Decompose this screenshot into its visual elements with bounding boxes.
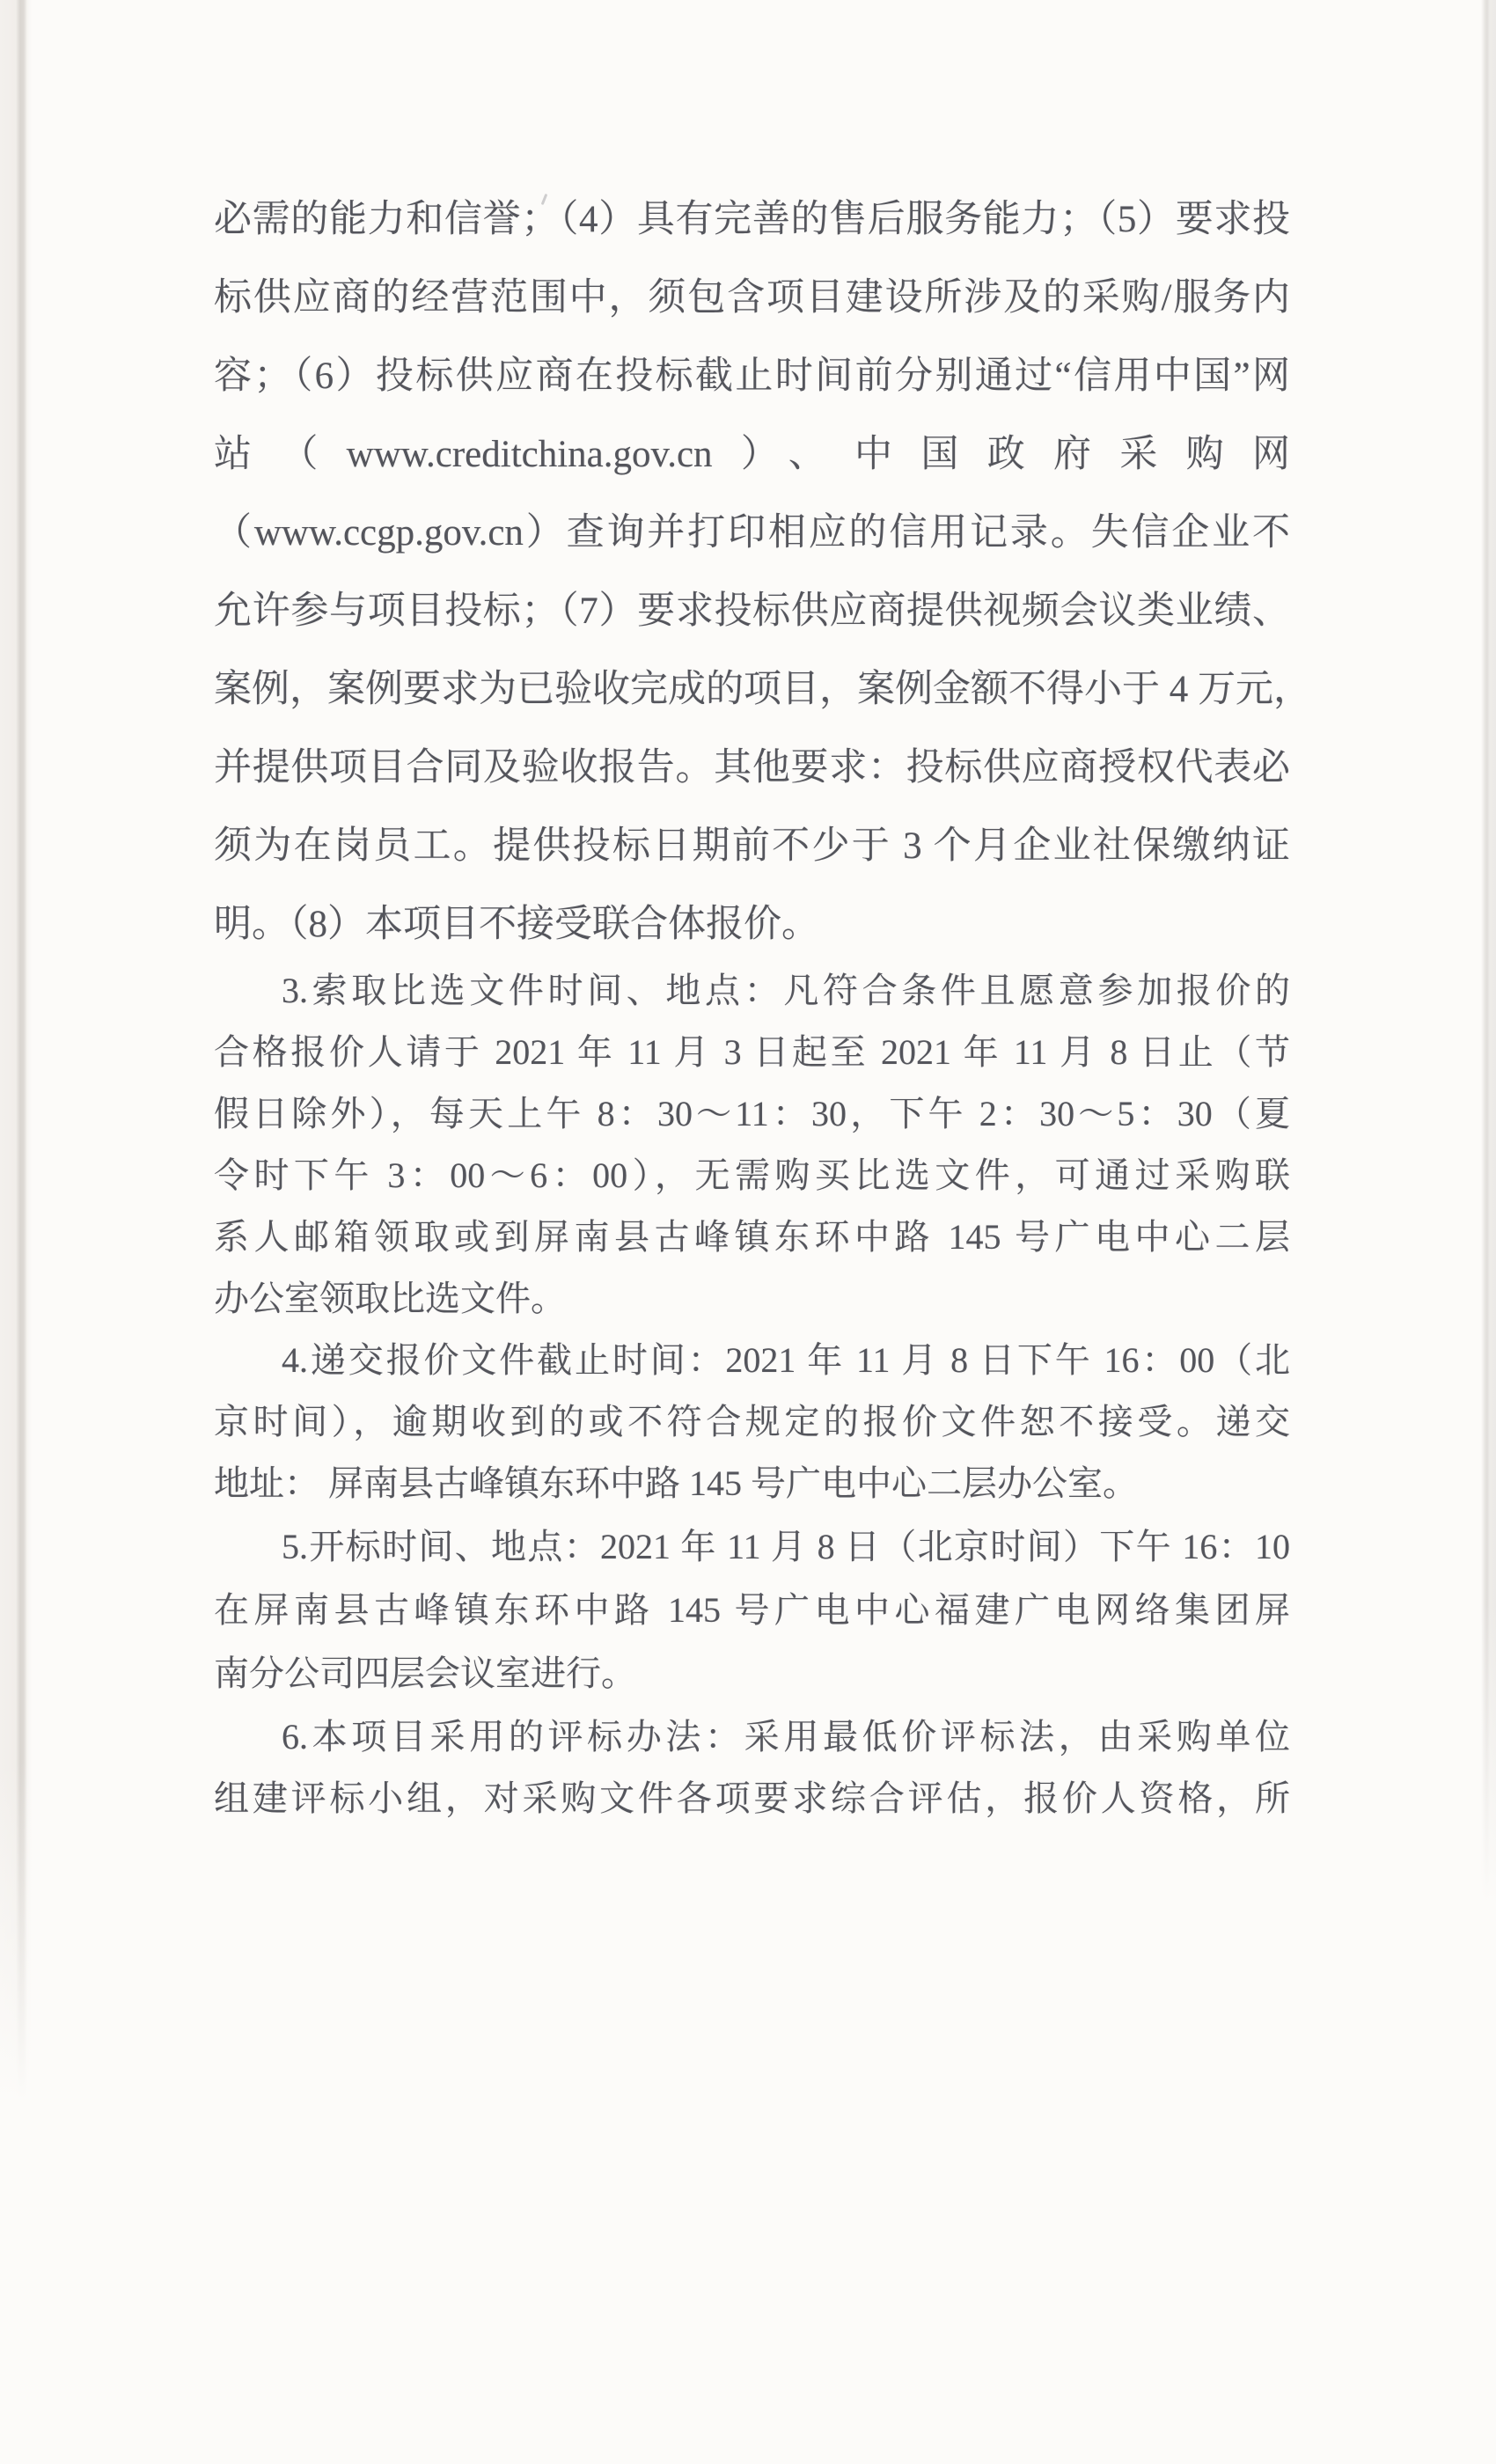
text-line: （www.ccgp.gov.cn）查询并打印相应的信用记录。失信企业不 [214,512,1290,554]
text-line: 合格报价人请于 2021 年 11 月 3 日起至 2021 年 11 月 8 日止（节 [214,1032,1290,1072]
text-line: 南分公司四层会议室进行。 [214,1654,636,1693]
scan-left-edge-shadow [0,0,32,2130]
scan-right-edge-shadow [1480,0,1496,1936]
text-line: 须为在岗员工。提供投标日期前不少于 3 个月企业社保缴纳证 [214,825,1290,867]
text-line: 站（www.creditchina.gov.cn）、中国政府采购网 [214,434,1290,475]
text-line: 并提供项目合同及验收报告。其他要求：投标供应商授权代表必 [214,747,1290,788]
text-line: 允许参与项目投标；（7）要求投标供应商提供视频会议类业绩、 [214,590,1290,632]
text-line: 办公室领取比选文件。 [214,1279,566,1318]
text-line: 4.递交报价文件截止时间：2021 年 11 月 8 日下午 16：00（北 [282,1340,1290,1380]
text-line: 令时下午 3：00～6：00），无需购买比选文件，可通过采购联 [214,1155,1290,1195]
text-line: 在屏南县古峰镇东环中路 145 号广电中心福建广电网络集团屏 [214,1590,1290,1630]
text-line: 组建评标小组，对采购文件各项要求综合评估，报价人资格，所 [214,1778,1290,1818]
text-line: 必需的能力和信誉；（4）具有完善的售后服务能力；（5）要求投 [214,199,1290,240]
text-line: 标供应商的经营范围中，须包含项目建设所涉及的采购/服务内 [214,277,1290,319]
text-line: 案例，案例要求为已验收完成的项目，案例金额不得小于 4 万元， [214,669,1311,710]
text-line: 假日除外），每天上午 8：30～11：30，下午 2：30～5：30（夏 [214,1094,1290,1133]
text-line: 3.索取比选文件时间、地点：凡符合条件且愿意参加报价的 [282,971,1290,1010]
text-line: 5.开标时间、地点：2021 年 11 月 8 日（北京时间）下午 16：10 [282,1527,1290,1566]
text-line: 地址： 屏南县古峰镇东环中路 145 号广电中心二层办公室。 [214,1463,1138,1503]
text-line: 6.本项目采用的评标办法：采用最低价评标法，由采购单位 [282,1717,1290,1756]
text-line: 系人邮箱领取或到屏南县古峰镇东环中路 145 号广电中心二层 [214,1217,1290,1257]
text-line: 京时间），逾期收到的或不符合规定的报价文件恕不接受。递交 [214,1402,1290,1441]
text-line: 明。（8）本项目不接受联合体报价。 [214,904,819,945]
text-line: 容；（6）投标供应商在投标截止时间前分别通过“信用中国”网 [214,356,1290,397]
